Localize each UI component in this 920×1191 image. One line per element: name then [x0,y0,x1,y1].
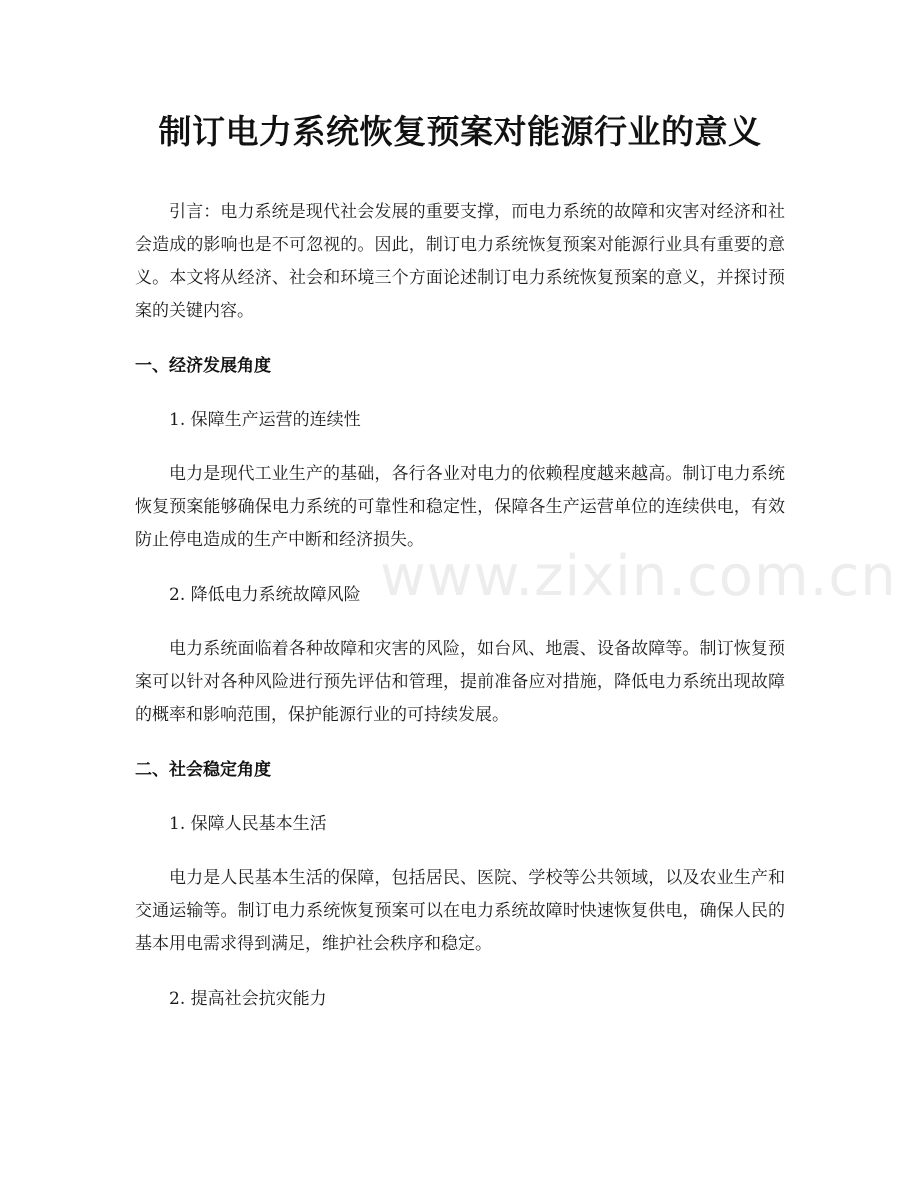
subheading: 1. 保障生产运营的连续性 [169,410,361,430]
subheading: 2. 降低电力系统故障风险 [169,585,361,605]
section-society [135,754,785,1016]
subheading: 1. 保障人民基本生活 [169,814,327,834]
watermark: www.zixin.com.cn [380,544,897,609]
section-economy [135,350,785,732]
body-paragraph: 电力是人民基本生活的保障，包括居民、医院、学校等公共领域，以及农业生产和交通运输等。制订电力系统恢复预案可以在电力系统故障时快速恢复供电，确保人民的基本用电需求得到满足，维护社会秩序和稳定。 [135,868,785,954]
body-paragraph: 电力是现代工业生产的基础，各行各业对电力的依赖程度越来越高。制订电力系统恢复预案能够确保电力系统的可靠性和稳定性，保障各生产运营单位的连续供电，有效防止停电造成的生产中断和经济损失。 [135,464,785,550]
section-heading: 一、经济发展角度 [135,356,271,376]
intro-paragraph: 引言：电力系统是现代社会发展的重要支撑，而电力系统的故障和灾害对经济和社会造成的影响也是不可忽视的。因此，制订电力系统恢复预案对能源行业具有重要的意义。本文将从经济、社会和环境三个方面论述制订电力系统恢复预案的意义，并探讨预案的关键内容。 [135,202,785,321]
document-title: 制订电力系统恢复预案对能源行业的意义 [158,112,762,151]
section-heading: 二、社会稳定角度 [135,760,271,780]
subheading: 2. 提高社会抗灾能力 [169,989,327,1009]
body-paragraph: 电力系统面临着各种故障和灾害的风险，如台风、地震、设备故障等。制订恢复预案可以针对各种风险进行预先评估和管理，提前准备应对措施，降低电力系统出现故障的概率和影响范围，保护能源行业的可持续发展。 [135,639,785,725]
